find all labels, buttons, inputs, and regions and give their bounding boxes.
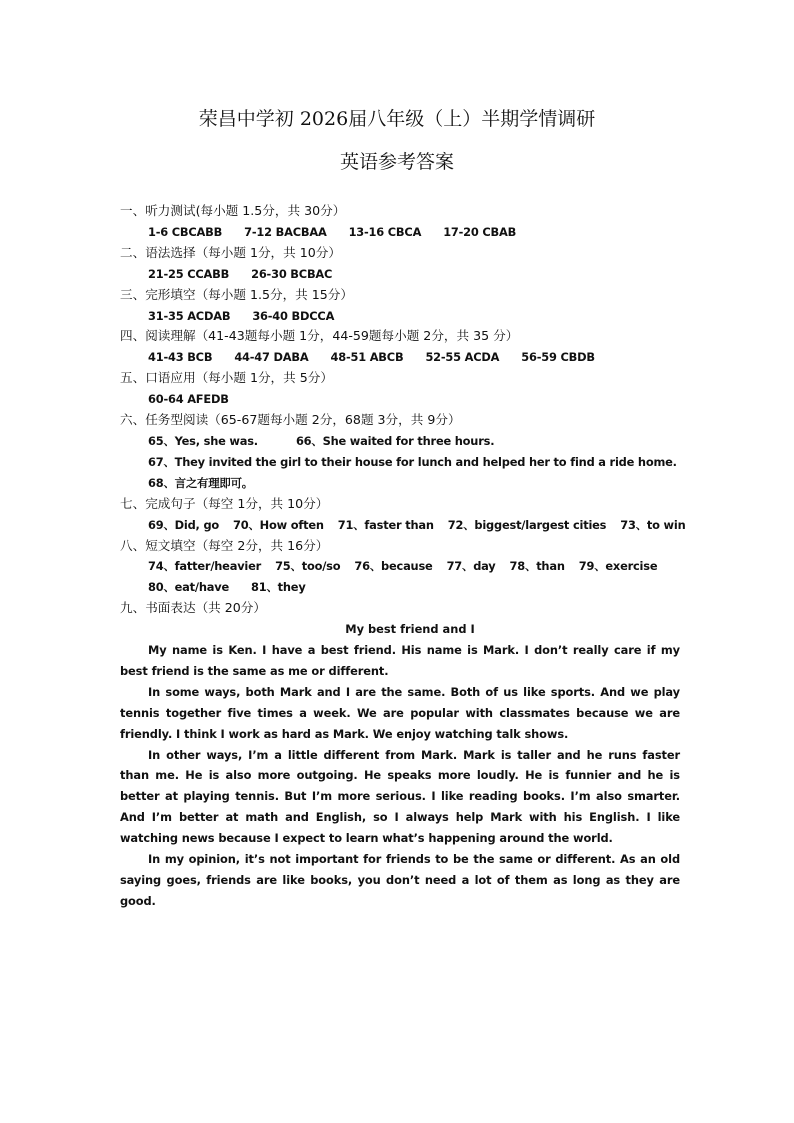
- section-heading-sentences: 七、完成句子（每空 1分，共 10分）: [120, 495, 329, 511]
- answer-line: [120, 389, 680, 410]
- answer-item: 70、How often: [233, 517, 324, 532]
- answer-item: 48-51 ABCB: [330, 350, 404, 365]
- answer-item: 67、They invited the girl to their house for lunch and helped her to find a ride home.: [148, 454, 677, 469]
- section-heading-reading: 四、阅读理解（41-43题每小题 1分，44-59题每小题 2分，共 35 分）: [120, 328, 519, 344]
- answer-item: 76、because: [354, 559, 433, 574]
- answer-item: 7-12 BACBAA: [244, 224, 327, 239]
- section-heading-passage-fill: 八、短文填空（每空 2分，共 16分）: [120, 537, 329, 553]
- answer-item: 41-43 BCB: [148, 350, 213, 365]
- answer-item: 52-55 ACDA: [425, 350, 500, 365]
- answer-line: [120, 452, 680, 473]
- answer-item: 79、exercise: [578, 559, 658, 574]
- answer-item: 17-20 CBAB: [443, 224, 517, 239]
- answer-line: [120, 577, 680, 598]
- section-heading-task-reading: 六、任务型阅读（65-67题每小题 2分，68题 3分，共 9分）: [120, 412, 461, 428]
- answer-item: 72、biggest/largest cities: [447, 517, 607, 532]
- answer-item: 81、they: [251, 580, 306, 595]
- essay-paragraph: In my opinion, it’s not important for friends to be the same or different. As an old saying goes, friends are like books, you don’t need a lot of them as long as they are good.: [120, 852, 680, 908]
- answer-item: 65、Yes, she was.: [148, 433, 258, 448]
- answer-item: 13-16 CBCA: [348, 224, 422, 239]
- answer-line: [120, 431, 680, 452]
- answer-item: 60-64 AFEDB: [148, 392, 229, 407]
- section-heading-listening: 一、听力测试(每小题 1.5分，共 30分）: [120, 203, 346, 218]
- answer-item: 68、言之有理即可。: [148, 475, 253, 490]
- answer-line: [120, 556, 680, 577]
- answer-line: [120, 515, 686, 536]
- answer-item: 77、day: [446, 559, 496, 574]
- answer-body: [120, 201, 686, 912]
- essay-title: My best friend and I: [345, 622, 475, 637]
- answer-item: 21-25 CCABB: [148, 266, 230, 281]
- essay-paragraph: In other ways, I’m a little different from Mark. Mark is taller and he runs faster than me. He is also more outgoing. He speaks more loudly. He is funnier and he is better at playing tennis. But I’m more serious. I like reading books. I’m also smarter. And I’m better at math and English, so I always help Mark with his English. I like watching news because I expect to learn what’s happening around the world.: [120, 747, 680, 846]
- section-heading-oral: 五、口语应用（每小题 1分，共 5分）: [120, 370, 333, 386]
- answer-item: 80、eat/have: [148, 580, 230, 595]
- page-title: 荣昌中学初 2026届八年级（上）半期学情调研: [198, 108, 596, 130]
- answer-item: 44-47 DABA: [234, 350, 309, 365]
- answer-item: 26-30 BCBAC: [251, 266, 333, 281]
- answer-line: [120, 222, 680, 243]
- section-heading-writing: 九、书面表达（共 20分）: [120, 600, 266, 616]
- answer-line: [120, 306, 680, 327]
- essay-paragraph: In some ways, both Mark and I are the same. Both of us like sports. And we play tennis together five times a week. We are popular with classmates because we are friendly. I think I work as hard as Mark. We enjoy watching talk shows.: [120, 684, 680, 741]
- answer-line: [120, 264, 680, 285]
- answer-item: 1-6 CBCABB: [148, 224, 223, 239]
- section-heading-cloze: 三、完形填空（每小题 1.5分，共 15分）: [120, 286, 353, 302]
- answer-item: 31-35 ACDAB: [148, 308, 231, 323]
- answer-item: 56-59 CBDB: [521, 350, 595, 365]
- answer-item: 78、than: [509, 559, 565, 574]
- section-heading-grammar: 二、语法选择（每小题 1分，共 10分）: [120, 244, 341, 260]
- answer-item: 69、Did, go: [148, 517, 220, 532]
- answer-line: [120, 347, 680, 368]
- answer-item: 36-40 BDCCA: [252, 308, 335, 323]
- answer-item: 66、She waited for three hours.: [295, 433, 495, 448]
- answer-item: 75、too/so: [275, 559, 341, 574]
- page-subtitle: 英语参考答案: [339, 151, 454, 173]
- answer-item: 73、to win: [620, 517, 686, 532]
- answer-item: 74、fatter/heavier: [148, 559, 262, 574]
- essay-paragraph: My name is Ken. I have a best friend. His name is Mark. I don’t really care if my best friend is the same as me or different.: [120, 643, 680, 678]
- answer-item: 71、faster than: [337, 517, 434, 532]
- answer-line: [120, 473, 680, 494]
